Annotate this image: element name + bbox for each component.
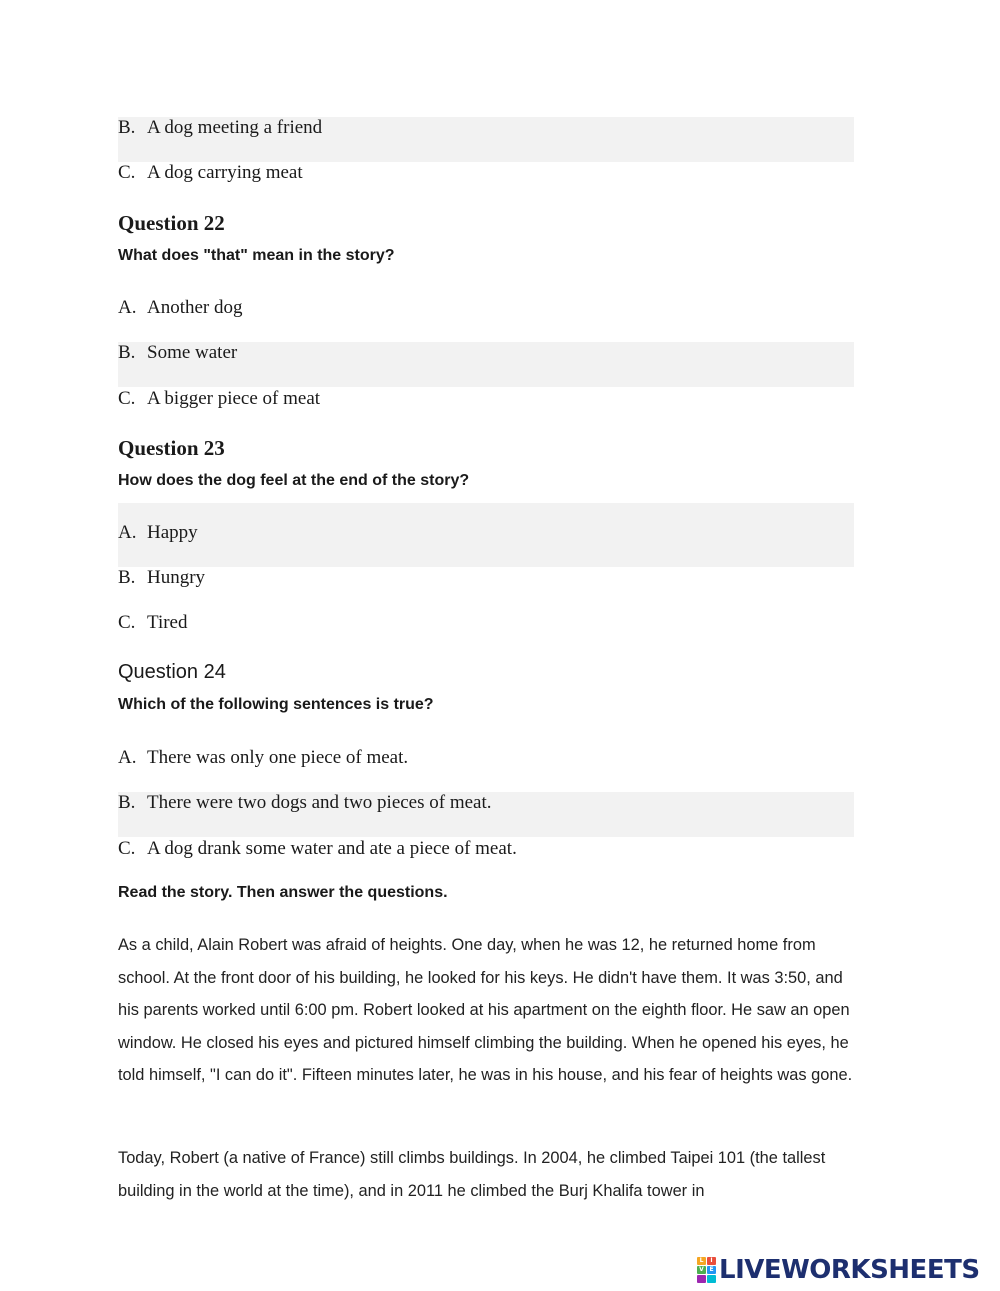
option-text: Another dog [147, 297, 243, 318]
option-b-meeting-friend[interactable] [118, 117, 854, 162]
logo-text: LIVEWORKSHEETS [719, 1255, 980, 1285]
question-22-title: Question 22 [118, 211, 225, 235]
option-text: A dog meeting a friend [147, 117, 323, 138]
q23-option-c[interactable] [118, 612, 854, 657]
logo-block: E [707, 1266, 716, 1274]
option-letter: C. [118, 612, 136, 633]
option-text: A bigger piece of meat [147, 388, 321, 409]
option-text: Happy [147, 522, 198, 543]
logo-block [697, 1275, 706, 1283]
q24-option-b[interactable] [118, 792, 854, 837]
option-letter: C. [118, 838, 136, 859]
option-letter: A. [118, 747, 137, 768]
q24-option-c[interactable] [118, 838, 854, 883]
option-text: Hungry [147, 567, 206, 588]
question-23-title: Question 23 [118, 436, 225, 460]
option-letter: B. [118, 567, 136, 588]
option-text: A dog drank some water and ate a piece of meat. [147, 838, 517, 859]
q24-option-a[interactable] [118, 747, 854, 792]
option-letter: A. [118, 297, 137, 318]
option-letter: B. [118, 342, 136, 363]
option-c-carrying-meat[interactable] [118, 162, 854, 207]
option-text: A dog carrying meat [147, 162, 303, 183]
question-24-title: Question 24 [118, 661, 226, 683]
question-23-text: How does the dog feel at the end of the story? [118, 472, 470, 489]
q22-option-a[interactable] [118, 297, 854, 342]
logo-blocks-icon [697, 1257, 716, 1283]
logo-block: I [707, 1257, 716, 1265]
question-22-text: What does "that" mean in the story? [118, 247, 395, 264]
q23-option-b[interactable] [118, 567, 854, 612]
story-paragraph-1: As a child, Alain Robert was afraid of heights. One day, when he was 12, he returned home from school. At the front door of his building, he looked for his keys. He didn't have them. It was 3:50, and his parents worked until 6:00 pm. Robert looked at his apartment on the eighth floor. He saw an open window. He closed his eyes and pictured himself climbing the building. When he opened his eyes, he told himself, "I can do it". Fifteen minutes later, he was in his house, and his fear of heights was gone. [118, 936, 853, 1084]
option-letter: B. [118, 792, 136, 813]
option-letter: B. [118, 117, 136, 138]
option-letter: A. [118, 522, 137, 543]
q22-option-b[interactable] [118, 342, 854, 387]
q23-option-a[interactable] [118, 503, 854, 567]
option-text: There were two dogs and two pieces of meat. [147, 792, 492, 813]
reading-instruction: Read the story. Then answer the questions. [118, 884, 448, 901]
option-letter: C. [118, 388, 136, 409]
q22-option-c[interactable] [118, 388, 854, 433]
option-text: Some water [147, 342, 238, 363]
question-24-text: Which of the following sentences is true? [118, 696, 434, 713]
option-text: Tired [147, 612, 188, 633]
story-paragraph-2: Today, Robert (a native of France) still climbs buildings. In 2004, he climbed Taipei 101 (the tallest building in the world at the time), and in 2011 he climbed the Burj Khalifa tower in [118, 1149, 826, 1200]
logo-block [707, 1275, 716, 1283]
liveworksheets-logo [697, 1253, 980, 1287]
logo-block: V [697, 1266, 706, 1274]
option-text: There was only one piece of meat. [147, 747, 409, 768]
option-letter: C. [118, 162, 136, 183]
logo-block: L [697, 1257, 706, 1265]
